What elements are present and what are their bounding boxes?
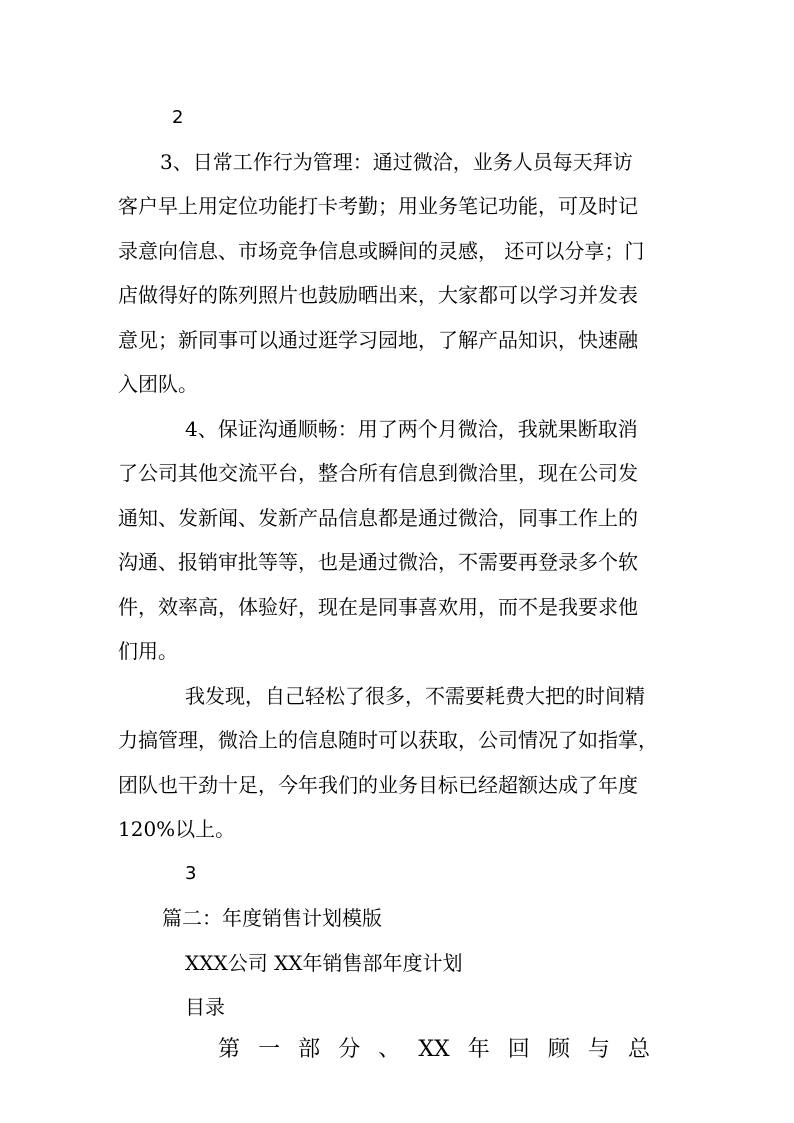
summary-line-1: 我发现，自己轻松了很多，不需要耗费大把的时间精 xyxy=(185,684,645,708)
toc-char: 分 xyxy=(338,1037,361,1062)
plan-title: XXX公司 XX年销售部年度计划 xyxy=(185,951,463,975)
summary-line-3: 团队也干劲十足，今年我们的业务目标已经超额达成了年度 xyxy=(118,773,638,797)
toc-char: 顾 xyxy=(547,1037,570,1062)
toc-char: 、 xyxy=(378,1037,401,1062)
page-number: 3 xyxy=(185,863,197,884)
toc-char: 年 xyxy=(467,1037,490,1062)
section4-line-1: 4、保证沟通顺畅：用了两个月微洽，我就果断取消 xyxy=(185,417,638,441)
section4-line-6: 们用。 xyxy=(118,639,178,663)
section3-line-1: 3、日常工作行为管理：通过微洽，业务人员每天拜访 xyxy=(160,150,633,174)
section3-line-4: 店做得好的陈列照片也鼓励晒出来，大家都可以学习并发表 xyxy=(118,283,638,307)
toc-char: XX xyxy=(418,1037,450,1062)
toc-char: 总 xyxy=(627,1037,650,1062)
section4-line-2: 了公司其他交流平台，整合所有信息到微洽里，现在公司发 xyxy=(118,461,638,485)
section3-line-2: 客户早上用定位功能打卡考勤；用业务笔记功能，可及时记 xyxy=(118,194,638,218)
chapter-title: 篇二：年度销售计划模版 xyxy=(162,906,382,930)
toc-line xyxy=(218,1038,650,1062)
toc-char: 第 xyxy=(218,1037,241,1062)
section3-line-3: 录意向信息、市场竞争信息或瞬间的灵感， 还可以分享；门 xyxy=(118,239,645,263)
toc-char: 一 xyxy=(258,1037,281,1062)
page-number: 2 xyxy=(172,107,184,128)
section4-line-5: 件，效率高，体验好，现在是同事喜欢用，而不是我要求他 xyxy=(118,595,638,619)
toc-char: 部 xyxy=(298,1037,321,1062)
section3-line-5: 意见；新同事可以通过逛学习园地，了解产品知识，快速融 xyxy=(118,328,638,352)
section4-line-4: 沟通、报销审批等等，也是通过微洽，不需要再登录多个软 xyxy=(118,550,638,574)
toc-label: 目录 xyxy=(185,995,225,1019)
toc-char: 回 xyxy=(507,1037,530,1062)
section4-line-3: 通知、发新闻、发新产品信息都是通过微洽，同事工作上的 xyxy=(118,506,638,530)
summary-line-2: 力搞管理，微洽上的信息随时可以获取，公司情况了如指掌， xyxy=(118,728,658,752)
toc-char: 与 xyxy=(587,1037,610,1062)
section3-line-6: 入团队。 xyxy=(118,372,198,396)
summary-line-4: 120%以上。 xyxy=(118,817,236,841)
